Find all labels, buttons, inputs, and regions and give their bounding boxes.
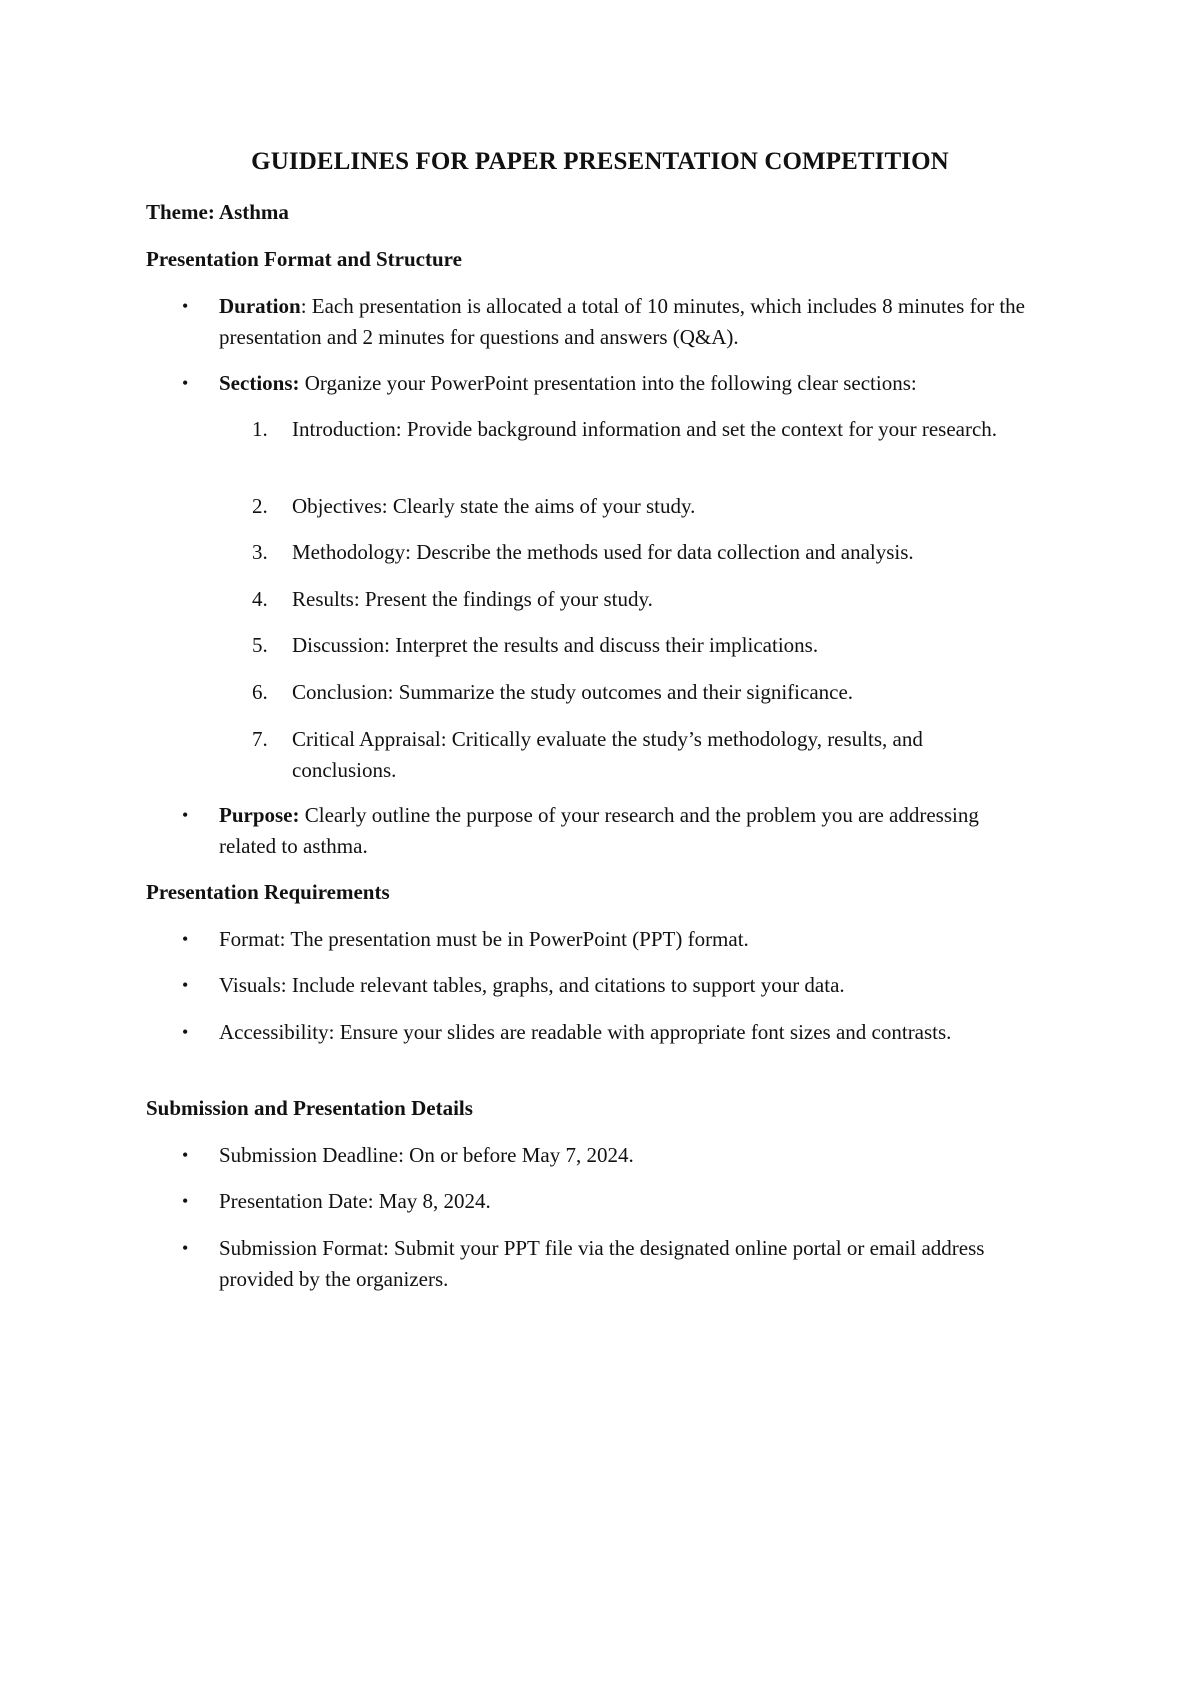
list-number: 4. bbox=[252, 587, 268, 611]
section-heading-format: Presentation Format and Structure bbox=[146, 247, 462, 271]
section-heading-requirements: Presentation Requirements bbox=[146, 880, 390, 904]
list-number: 1. bbox=[252, 417, 268, 441]
list-text: Discussion: Interpret the results and discuss their implications. bbox=[292, 633, 819, 657]
section-heading-submission: Submission and Presentation Details bbox=[146, 1096, 473, 1120]
list-number: 7. bbox=[252, 727, 268, 751]
list-text: Critical Appraisal: Critically evaluate the study’s methodology, results, and conclusions. bbox=[292, 727, 923, 782]
bullet-text: Organize your PowerPoint presentation into the following clear sections: bbox=[299, 371, 917, 395]
bullet-label: Purpose: bbox=[219, 803, 300, 827]
bullet-icon: • bbox=[182, 296, 189, 316]
list-number: 5. bbox=[252, 633, 268, 657]
bullet-icon: • bbox=[182, 805, 189, 825]
bullet-text: Accessibility: Ensure your slides are readable with appropriate font sizes and contrasts. bbox=[219, 1020, 952, 1044]
bullet-text: Submission Format: Submit your PPT file via the designated online portal or email address provided by the organizers. bbox=[219, 1236, 985, 1291]
list-text: Results: Present the findings of your study. bbox=[292, 587, 653, 611]
list-number: 2. bbox=[252, 494, 268, 518]
list-text: Methodology: Describe the methods used for data collection and analysis. bbox=[292, 540, 914, 564]
bullet-text: Presentation Date: May 8, 2024. bbox=[219, 1189, 491, 1213]
bullet-icon: • bbox=[182, 373, 189, 393]
bullet-icon: • bbox=[182, 975, 189, 995]
list-number: 3. bbox=[252, 540, 268, 564]
list-number: 6. bbox=[252, 680, 268, 704]
bullet-text: Submission Deadline: On or before May 7, 2024. bbox=[219, 1143, 634, 1167]
bullet-icon: • bbox=[182, 929, 189, 949]
theme-heading: Theme: Asthma bbox=[146, 200, 289, 224]
bullet-icon: • bbox=[182, 1022, 189, 1042]
bullet-text: Visuals: Include relevant tables, graphs, and citations to support your data. bbox=[219, 973, 845, 997]
bullet-icon: • bbox=[182, 1191, 189, 1211]
bullet-label: Sections: bbox=[219, 371, 300, 395]
bullet-icon: • bbox=[182, 1238, 189, 1258]
list-text: Introduction: Provide background information and set the context for your research. bbox=[292, 417, 998, 441]
bullet-icon: • bbox=[182, 1145, 189, 1165]
bullet-text: : Each presentation is allocated a total of 10 minutes, which includes 8 minutes for the presentation and 2 minutes for questions and answers (Q&A). bbox=[219, 294, 1025, 349]
bullet-label: Duration bbox=[219, 294, 301, 318]
page-title: GUIDELINES FOR PAPER PRESENTATION COMPETITION bbox=[251, 148, 949, 175]
list-text: Objectives: Clearly state the aims of your study. bbox=[292, 494, 696, 518]
bullet-text: Clearly outline the purpose of your research and the problem you are addressing related to asthma. bbox=[219, 803, 979, 858]
bullet-text: Format: The presentation must be in PowerPoint (PPT) format. bbox=[219, 927, 749, 951]
list-text: Conclusion: Summarize the study outcomes and their significance. bbox=[292, 680, 854, 704]
